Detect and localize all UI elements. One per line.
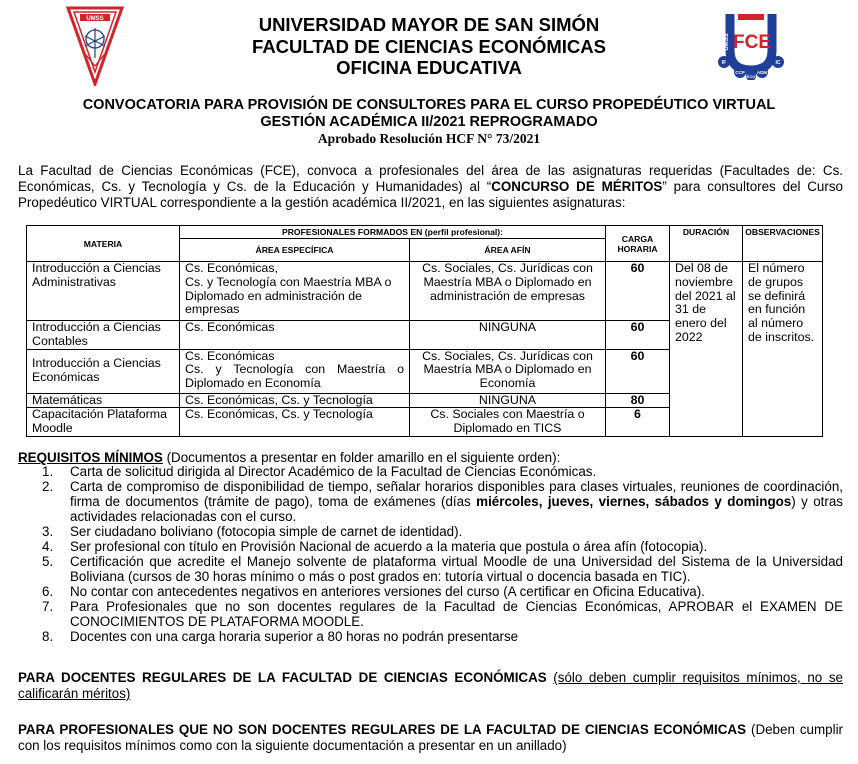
especifica-cell: Cs. Económicas <box>180 321 410 350</box>
header-profesionales: PROFESIONALES FORMADOS EN (perfil profesional): <box>180 226 606 239</box>
intro-bold: CONCURSO DE MÉRITOS <box>491 179 663 194</box>
faculty-name: FACULTAD DE CIENCIAS ECONÓMICAS <box>252 36 606 57</box>
afin-cell: Cs. Sociales con Maestría o Diplomado en TICS <box>410 408 606 437</box>
subjects-table <box>26 225 823 437</box>
carga-cell: 60 <box>606 262 670 321</box>
header-area-afin: ÁREA AFÍN <box>410 239 606 262</box>
header-carga: CARGA HORARIA <box>606 226 670 262</box>
list-item: 6. No contar con antecedentes negativos en anteriores versiones del curso (A certificar en Oficina Educativa). <box>42 584 705 599</box>
svg-text:IF: IF <box>721 60 727 66</box>
svg-text:CCP: CCP <box>735 70 745 75</box>
carga-cell: 60 <box>606 349 670 393</box>
call-title: CONVOCATORIA PARA PROVISIÓN DE CONSULTORES PARA EL CURSO PROPEDÉUTICO VIRTUAL <box>82 97 776 113</box>
logo-right-text: UMSS FCE IF IC CCP ECO ADM <box>716 10 731 11</box>
header-materia: MATERIA <box>27 226 180 262</box>
svg-text:ADM: ADM <box>756 70 768 75</box>
header-observaciones: OBSERVACIONES <box>743 226 823 262</box>
especifica-cell: Cs. Económicas, Cs. y Tecnología con Maestría MBA o Diplomado en administración de empresas <box>180 262 410 321</box>
svg-text:ECO: ECO <box>746 74 756 79</box>
carga-cell: 60 <box>606 321 670 350</box>
list-item: 3. Ser ciudadano boliviano (fotocopia simple de carnet de identidad). <box>42 524 463 539</box>
office-name: OFICINA EDUCATIVA <box>336 57 522 78</box>
svg-text:FCE: FCE <box>733 32 771 53</box>
svg-text:UMSS: UMSS <box>724 33 730 51</box>
afin-cell: Cs. Sociales, Cs. Jurídicas con Maestría MBA o Diplomado en Economía <box>410 349 606 393</box>
requisitos-list <box>40 464 843 644</box>
list-item: 5. Certificación que acredite el Manejo solvente de plataforma virtual Moodle de una Universidad del Sistema de la Universidad Boliviana (cursos de 30 horas mínimo o más o post grados en: tutoría virtual o docencia basada en TIC). <box>42 554 843 584</box>
afin-cell: NINGUNA <box>410 321 606 350</box>
materia-cell: Introducción a Ciencias Económicas <box>27 349 180 393</box>
especifica-cell: Cs. Económicas, Cs. y Tecnología <box>180 393 410 408</box>
list-item: 7. Para Profesionales que no son docentes regulares de la Facultad de Ciencias Económicas, APROBAR el EXAMEN DE CONOCIMIENTOS DE PLATAFORMA MOODLE. <box>42 599 843 629</box>
especifica-cell: Cs. Económicas Cs. y Tecnología con Maestría o Diplomado en Economía <box>180 349 410 393</box>
requisitos-heading: REQUISITOS MÍNIMOS (Documentos a presentar en folder amarillo en el siguiente orden): <box>18 450 561 465</box>
logo-left-text: UMSS <box>86 16 104 22</box>
materia-cell: Introducción a Ciencias Administrativas <box>27 262 180 321</box>
afin-cell: NINGUNA <box>410 393 606 408</box>
carga-cell: 80 <box>606 393 670 408</box>
especifica-cell: Cs. Económicas, Cs. y Tecnología <box>180 408 410 437</box>
svg-text:IC: IC <box>775 60 781 66</box>
header-duracion: DURACIÓN <box>670 226 743 262</box>
materia-cell: Introducción a Ciencias Contables <box>27 321 180 350</box>
list-item: 1. Carta de solicitud dirigida al Director Académico de la Facultad de Ciencias Económicas. <box>42 464 597 479</box>
table-row <box>27 262 823 321</box>
intro-paragraph: La Facultad de Ciencias Económicas (FCE), convoca a profesionales del área de las asignaturas requeridas (Facultades de: Cs. Económicas, Cs. y Tecnología y Cs. de la Educación y Humanidades) al “CONCURSO DE MÉRITOS” para consultores del Curso Propedéutico VIRTUAL correspondiente a la gestión académica II/2021, en las siguientes asignaturas: <box>18 163 843 210</box>
call-subtitle: GESTIÓN ACADÉMICA II/2021 REPROGRAMADO <box>260 114 598 130</box>
approval-resolution: Aprobado Resolución HCF N° 73/2021 <box>317 131 541 146</box>
list-item: 4. Ser profesional con título en Provisión Nacional de acuerdo a la materia que postula o área afín (fotocopia). <box>42 539 708 554</box>
list-item: 2. Carta de compromiso de disponibilidad de tiempo, señalar horarios disponibles para clases virtuales, reuniones de coordinación, firma de documentos (trámite de pago), toma de exámenes (días miércoles, jueves, viernes, sábados y domingos) y otras actividades relacionadas con el curso. <box>42 479 843 524</box>
docentes-regulares-paragraph: PARA DOCENTES REGULARES DE LA FACULTAD DE CIENCIAS ECONÓMICAS (sólo deben cumplir requisitos mínimos, no se calificarán méritos) <box>18 670 843 701</box>
observaciones-cell: El número de grupos se definirá en función al número de inscritos. <box>743 262 823 437</box>
duracion-cell: Del 08 de noviembre del 2021 al 31 de enero del 2022 <box>670 262 743 437</box>
afin-cell: Cs. Sociales, Cs. Jurídicas con Maestría MBA o Diplomado en administración de empresas <box>410 262 606 321</box>
materia-cell: Matemáticas <box>27 393 180 408</box>
university-name: UNIVERSIDAD MAYOR DE SAN SIMÓN <box>258 14 600 35</box>
carga-cell: 6 <box>606 408 670 437</box>
no-regulares-paragraph: PARA PROFESIONALES QUE NO SON DOCENTES REGULARES DE LA FACULTAD DE CIENCIAS ECONÓMICAS (Deben cumplir con los requisitos mínimos como con la siguiente documentación a presentar en un anillado) <box>18 722 844 753</box>
header-area-especifica: ÁREA ESPECÍFICA <box>180 239 410 262</box>
materia-cell: Capacitación Plataforma Moodle <box>27 408 180 437</box>
list-item: 8. Docentes con una carga horaria superior a 80 horas no podrán presentarse <box>42 629 519 644</box>
